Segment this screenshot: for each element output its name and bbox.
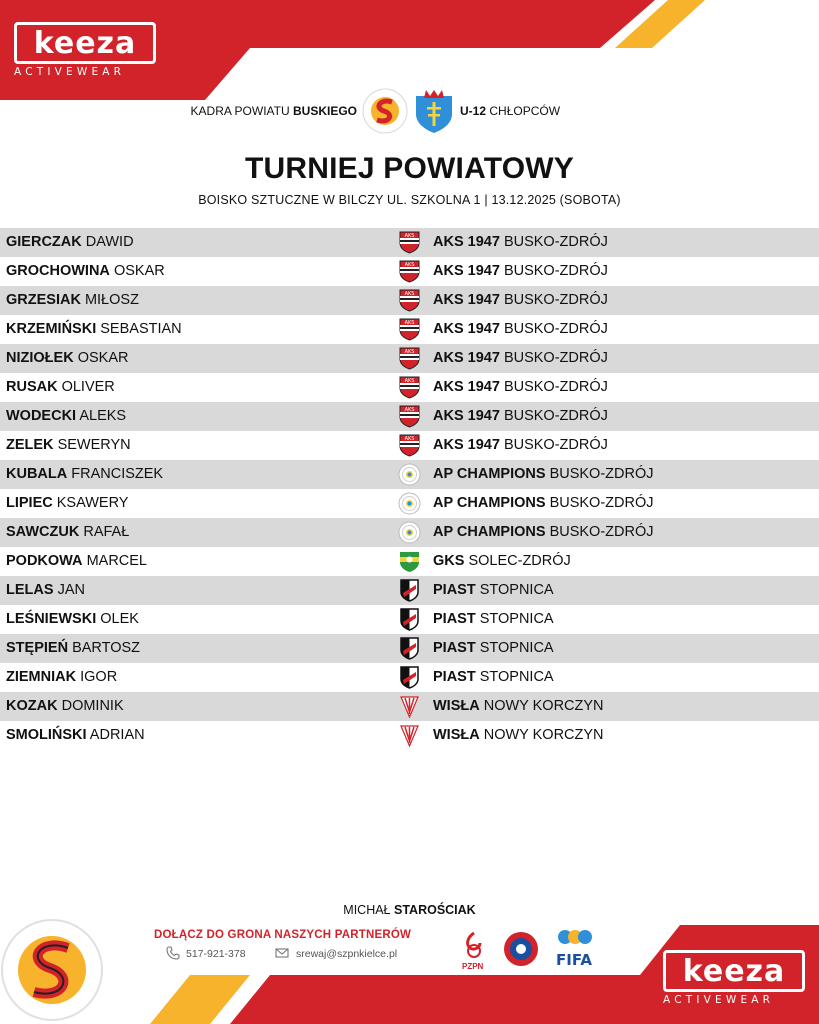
- player-row: [0, 547, 819, 576]
- coach-first-name: MICHAŁ: [343, 903, 391, 917]
- club-city: BUSKO-ZDRÓJ: [503, 321, 608, 337]
- player-roster: [0, 228, 819, 750]
- club-city: BUSKO-ZDRÓJ: [503, 437, 608, 453]
- player-row: [0, 663, 819, 692]
- club-name-bold: AKS 1947: [433, 437, 500, 453]
- keeza-logo-subtext-bottom: ACTIVEWEAR: [663, 994, 775, 1006]
- player-surname: LIPIEC: [6, 495, 53, 511]
- club-city: BUSKO-ZDRÓJ: [503, 350, 608, 366]
- club-city: BUSKO-ZDRÓJ: [503, 379, 608, 395]
- player-name: [6, 489, 128, 518]
- club-name-bold: AKS 1947: [433, 379, 500, 395]
- club-city: BUSKO-ZDRÓJ: [503, 408, 608, 424]
- svg-text:AKS: AKS: [404, 349, 415, 355]
- club-name: [433, 489, 653, 518]
- keeza-logo-top: keeza: [14, 22, 156, 64]
- player-row: [0, 518, 819, 547]
- player-first-name: OSKAR: [113, 263, 165, 279]
- player-first-name: FRANCISZEK: [71, 466, 164, 482]
- aks-badge-icon: [398, 376, 421, 399]
- player-row: [0, 373, 819, 402]
- club-name: [433, 576, 554, 605]
- player-surname: STĘPIEŃ: [6, 640, 69, 656]
- club-city: SOLEC-ZDRÓJ: [468, 553, 571, 569]
- player-row: [0, 286, 819, 315]
- aks-badge-icon: [398, 318, 421, 341]
- player-first-name: ADRIAN: [89, 727, 145, 743]
- svg-text:AKS: AKS: [404, 436, 415, 442]
- club-name: [433, 547, 571, 576]
- coach-name: [0, 903, 819, 917]
- club-name-bold: AP CHAMPIONS: [433, 466, 546, 482]
- pzpn-logo-icon: [460, 931, 488, 965]
- player-first-name: OSKAR: [77, 350, 129, 366]
- player-row: [0, 257, 819, 286]
- player-row: [0, 344, 819, 373]
- piast-badge-icon: [398, 579, 421, 602]
- player-name: [6, 460, 163, 489]
- aks-badge-icon: [398, 289, 421, 312]
- club-name: [433, 286, 608, 315]
- squad-label: [191, 104, 357, 118]
- club-name-bold: AKS 1947: [433, 321, 500, 337]
- player-name: [6, 576, 85, 605]
- player-row: [0, 315, 819, 344]
- club-name: [433, 228, 608, 257]
- player-name: [6, 373, 115, 402]
- keeza-logo-bottom: keeza: [663, 950, 805, 992]
- player-name: [6, 315, 182, 344]
- wisla-badge-icon: [398, 724, 421, 747]
- club-city: STOPNICA: [479, 669, 554, 685]
- player-name: [6, 692, 124, 721]
- club-name: [433, 663, 554, 692]
- club-city: NOWY KORCZYN: [483, 727, 604, 743]
- club-name-bold: AKS 1947: [433, 234, 500, 250]
- player-surname: SMOLIŃSKI: [6, 727, 87, 743]
- player-first-name: OLIVER: [61, 379, 115, 395]
- squad-prefix: KADRA POWIATU: [190, 104, 290, 118]
- player-row: [0, 605, 819, 634]
- player-surname: KRZEMIŃSKI: [6, 321, 97, 337]
- club-name: [433, 431, 608, 460]
- player-row: [0, 576, 819, 605]
- player-name: [6, 257, 165, 286]
- player-name: [6, 634, 140, 663]
- club-city: NOWY KORCZYN: [483, 698, 604, 714]
- player-name: [6, 518, 129, 547]
- player-surname: KOZAK: [6, 698, 58, 714]
- club-name: [433, 402, 608, 431]
- aks-badge-icon: [398, 347, 421, 370]
- club-city: STOPNICA: [479, 611, 554, 627]
- player-first-name: BARTOSZ: [72, 640, 141, 656]
- club-name: [433, 605, 554, 634]
- champions-badge-icon: [398, 521, 421, 544]
- piast-badge-icon: [398, 666, 421, 689]
- player-first-name: ALEKS: [79, 408, 127, 424]
- club-city: STOPNICA: [479, 582, 554, 598]
- champions-badge-icon: [398, 463, 421, 486]
- club-name: [433, 692, 604, 721]
- venue-date: BOISKO SZTUCZNE W BILCZY UL. SZKOLNA 1 | 13.12.2025 (SOBOTA): [198, 193, 621, 207]
- club-city: BUSKO-ZDRÓJ: [549, 495, 654, 511]
- player-surname: KUBALA: [6, 466, 68, 482]
- club-name: [433, 257, 608, 286]
- player-name: [6, 605, 139, 634]
- club-name: [433, 315, 608, 344]
- player-surname: GROCHOWINA: [6, 263, 110, 279]
- player-surname: LEŚNIEWSKI: [6, 611, 97, 627]
- player-first-name: SEWERYN: [57, 437, 131, 453]
- busko-coat-of-arms-icon: [414, 88, 454, 134]
- player-row: [0, 431, 819, 460]
- player-row: [0, 460, 819, 489]
- player-surname: ZIEMNIAK: [6, 669, 77, 685]
- player-row: [0, 402, 819, 431]
- club-name: [433, 344, 608, 373]
- club-name: [433, 460, 653, 489]
- champions-badge-icon: [398, 492, 421, 515]
- szpn-badge-icon: [0, 918, 104, 1022]
- club-name-bold: AKS 1947: [433, 350, 500, 366]
- player-surname: PODKOWA: [6, 553, 83, 569]
- player-first-name: SEBASTIAN: [100, 321, 182, 337]
- club-city: BUSKO-ZDRÓJ: [549, 466, 654, 482]
- club-name-bold: PIAST: [433, 582, 476, 598]
- svg-text:AKS: AKS: [404, 262, 415, 268]
- player-first-name: JAN: [57, 582, 85, 598]
- player-name: [6, 228, 134, 257]
- player-surname: GRZESIAK: [6, 292, 81, 308]
- player-surname: SAWCZUK: [6, 524, 80, 540]
- player-first-name: DOMINIK: [61, 698, 124, 714]
- player-first-name: DAWID: [85, 234, 134, 250]
- club-name-bold: PIAST: [433, 611, 476, 627]
- uefa-logo-icon: [502, 930, 540, 968]
- aks-badge-icon: [398, 260, 421, 283]
- player-first-name: IGOR: [80, 669, 118, 685]
- player-name: [6, 663, 117, 692]
- szpn-emblem-icon: [362, 88, 408, 134]
- club-name-bold: AKS 1947: [433, 408, 500, 424]
- club-name: [433, 518, 653, 547]
- player-row: [0, 692, 819, 721]
- player-row: [0, 228, 819, 257]
- club-name-bold: PIAST: [433, 640, 476, 656]
- player-name: [6, 344, 128, 373]
- player-name: [6, 547, 147, 576]
- player-first-name: RAFAŁ: [83, 524, 130, 540]
- club-name-bold: GKS: [433, 553, 465, 569]
- club-city: BUSKO-ZDRÓJ: [503, 263, 608, 279]
- player-surname: RUSAK: [6, 379, 58, 395]
- club-name-bold: AP CHAMPIONS: [433, 495, 546, 511]
- club-name-bold: AP CHAMPIONS: [433, 524, 546, 540]
- club-name-bold: WISŁA: [433, 698, 480, 714]
- keeza-logo-subtext-top: ACTIVEWEAR: [14, 66, 126, 78]
- club-name: [433, 373, 608, 402]
- player-row: [0, 721, 819, 750]
- squad-region: BUSKIEGO: [292, 104, 357, 118]
- fifa-label: FIFA: [556, 951, 592, 969]
- phone-icon: [166, 946, 180, 960]
- email-icon: [275, 946, 289, 960]
- player-first-name: MIŁOSZ: [84, 292, 139, 308]
- aks-badge-icon: [398, 405, 421, 428]
- svg-text:AKS: AKS: [404, 378, 415, 384]
- club-name-bold: PIAST: [433, 669, 476, 685]
- club-name: [433, 634, 554, 663]
- piast-badge-icon: [398, 608, 421, 631]
- player-surname: ZELEK: [6, 437, 54, 453]
- squad-header: [0, 88, 819, 138]
- partners-callout: DOŁĄCZ DO GRONA NASZYCH PARTNERÓW: [154, 929, 412, 941]
- club-name-bold: AKS 1947: [433, 263, 500, 279]
- player-first-name: KSAWERY: [56, 495, 129, 511]
- piast-badge-icon: [398, 637, 421, 660]
- contact-phone[interactable]: 517-921-378: [186, 948, 246, 960]
- svg-text:AKS: AKS: [404, 407, 415, 413]
- player-name: [6, 431, 131, 460]
- player-row: [0, 634, 819, 663]
- category-label: [460, 104, 560, 118]
- player-name: [6, 286, 139, 315]
- club-city: STOPNICA: [479, 640, 554, 656]
- club-city: BUSKO-ZDRÓJ: [549, 524, 654, 540]
- club-name-bold: AKS 1947: [433, 292, 500, 308]
- player-name: [6, 402, 126, 431]
- club-city: BUSKO-ZDRÓJ: [503, 292, 608, 308]
- pzpn-label: PZPN: [462, 962, 484, 971]
- svg-text:AKS: AKS: [404, 233, 415, 239]
- player-first-name: MARCEL: [86, 553, 147, 569]
- player-row: [0, 489, 819, 518]
- svg-text:AKS: AKS: [404, 291, 415, 297]
- player-surname: LELAS: [6, 582, 54, 598]
- aks-badge-icon: [398, 434, 421, 457]
- player-surname: WODECKI: [6, 408, 77, 424]
- player-surname: GIERCZAK: [6, 234, 82, 250]
- contact-email[interactable]: srewaj@szpnkielce.pl: [296, 948, 398, 960]
- player-surname: NIZIOŁEK: [6, 350, 74, 366]
- player-name: [6, 721, 145, 750]
- coach-last-name: STAROŚCIAK: [394, 903, 476, 917]
- club-city: BUSKO-ZDRÓJ: [503, 234, 608, 250]
- player-first-name: OLEK: [100, 611, 139, 627]
- club-name-bold: WISŁA: [433, 727, 480, 743]
- gks-badge-icon: [398, 550, 421, 573]
- club-name: [433, 721, 604, 750]
- svg-text:AKS: AKS: [404, 320, 415, 326]
- page-title: TURNIEJ POWIATOWY: [245, 152, 574, 185]
- wisla-badge-icon: [398, 695, 421, 718]
- category-gender: CHŁOPCÓW: [489, 104, 561, 118]
- aks-badge-icon: [398, 231, 421, 254]
- category-age: U-12: [460, 104, 487, 118]
